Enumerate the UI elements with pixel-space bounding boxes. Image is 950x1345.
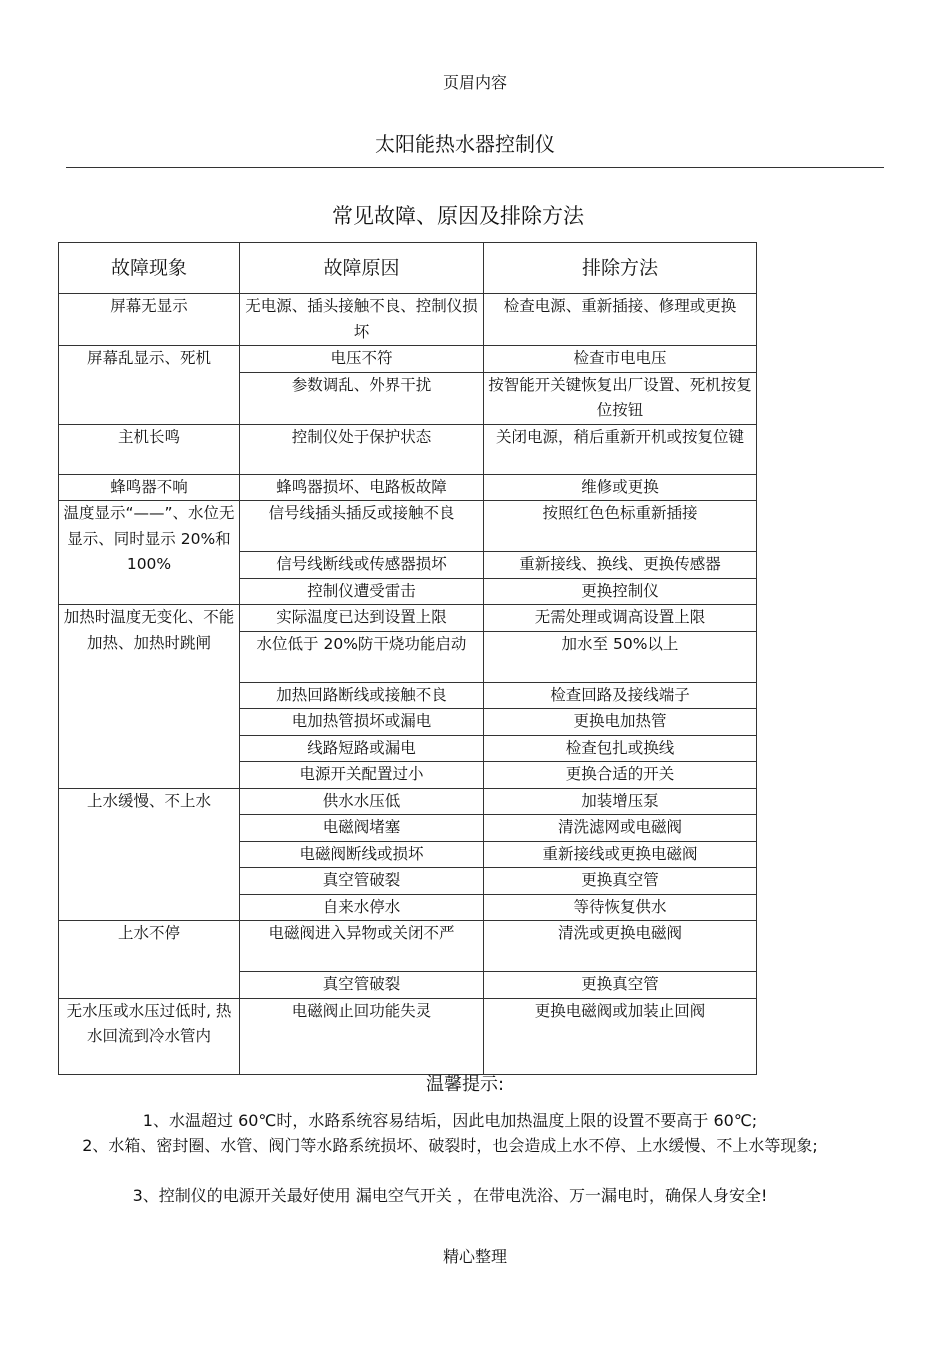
symptom-cell: 加热时温度无变化、不能加热、加热时跳闸 — [59, 605, 240, 789]
cause-cell: 控制仪处于保护状态 — [240, 424, 484, 474]
cause-cell: 蜂鸣器损坏、电路板故障 — [240, 474, 484, 501]
tip-item: 2、水箱、密封圈、水管、阀门等水路系统损坏、破裂时，也会造成上水不停、上水缓慢、不上水等现象; — [82, 1136, 818, 1155]
cause-cell: 信号线断线或传感器损坏 — [240, 552, 484, 579]
fix-cell: 更换电磁阀或加装止回阀 — [484, 998, 757, 1074]
cause-cell: 电磁阀堵塞 — [240, 815, 484, 842]
fix-cell: 更换合适的开关 — [484, 762, 757, 789]
fix-cell: 更换控制仪 — [484, 578, 757, 605]
page-footer: 精心整理 — [442, 1247, 507, 1266]
fix-cell: 维修或更换 — [484, 474, 757, 501]
tip-item: 1、水温超过 60℃时，水路系统容易结垢，因此电加热温度上限的设置不要高于 60℃; — [142, 1111, 758, 1130]
symptom-cell: 上水缓慢、不上水 — [59, 788, 240, 921]
fix-cell: 更换真空管 — [484, 868, 757, 895]
fix-cell: 按智能开关键恢复出厂设置、死机按复位按钮 — [484, 372, 757, 424]
fix-cell: 检查回路及接线端子 — [484, 682, 757, 709]
fix-cell: 关闭电源，稍后重新开机或按复位键 — [484, 424, 757, 474]
fix-cell: 重新接线、换线、更换传感器 — [484, 552, 757, 579]
symptom-cell: 无水压或水压过低时, 热水回流到冷水管内 — [59, 998, 240, 1074]
fix-cell: 无需处理或调高设置上限 — [484, 605, 757, 632]
cause-cell: 水位低于 20%防干烧功能启动 — [240, 631, 484, 682]
fix-cell: 检查电源、重新插接、修理或更换 — [484, 294, 757, 346]
symptom-cell: 蜂鸣器不响 — [59, 474, 240, 501]
table-row — [59, 501, 757, 552]
table-row — [59, 346, 757, 373]
symptom-cell: 屏幕乱显示、死机 — [59, 346, 240, 425]
cause-cell: 自来水停水 — [240, 894, 484, 921]
column-header-fix: 排除方法 — [484, 243, 757, 294]
cause-cell: 真空管破裂 — [240, 972, 484, 999]
table-row — [59, 921, 757, 972]
cause-cell: 无电源、插头接触不良、控制仪损坏 — [240, 294, 484, 346]
table-row — [59, 424, 757, 474]
table-row — [59, 294, 757, 346]
tip-item: 3、控制仪的电源开关最好使用 漏电空气开关 ，在带电洗浴、万一漏电时，确保人身安全! — [132, 1186, 768, 1205]
cause-cell: 供水水压低 — [240, 788, 484, 815]
column-header-symptom: 故障现象 — [59, 243, 240, 294]
title-divider — [66, 167, 884, 168]
cause-cell: 电磁阀进入异物或关闭不严 — [240, 921, 484, 972]
cause-cell: 电加热管损坏或漏电 — [240, 709, 484, 736]
fix-cell: 加装增压泵 — [484, 788, 757, 815]
cause-cell: 控制仪遭受雷击 — [240, 578, 484, 605]
fix-cell: 清洗或更换电磁阀 — [484, 921, 757, 972]
fix-cell: 加水至 50%以上 — [484, 631, 757, 682]
cause-cell: 信号线插头插反或接触不良 — [240, 501, 484, 552]
table-row — [59, 474, 757, 501]
document-title: 太阳能热水器控制仪 — [375, 132, 555, 156]
symptom-cell: 主机长鸣 — [59, 424, 240, 474]
fix-cell: 重新接线或更换电磁阀 — [484, 841, 757, 868]
fix-cell: 清洗滤网或电磁阀 — [484, 815, 757, 842]
cause-cell: 真空管破裂 — [240, 868, 484, 895]
fix-cell: 等待恢复供水 — [484, 894, 757, 921]
table-title: 常见故障、原因及排除方法 — [332, 204, 584, 228]
cause-cell: 线路短路或漏电 — [240, 735, 484, 762]
symptom-cell: 屏幕无显示 — [59, 294, 240, 346]
page-header: 页眉内容 — [442, 73, 507, 92]
column-header-cause: 故障原因 — [240, 243, 484, 294]
fix-cell: 检查包扎或换线 — [484, 735, 757, 762]
fix-cell: 按照红色色标重新插接 — [484, 501, 757, 552]
fault-table — [58, 242, 757, 1075]
table-row — [59, 605, 757, 632]
symptom-cell: 温度显示“——”、水位无显示、同时显示 20%和100% — [59, 501, 240, 605]
fix-cell: 更换电加热管 — [484, 709, 757, 736]
cause-cell: 电压不符 — [240, 346, 484, 373]
cause-cell: 加热回路断线或接触不良 — [240, 682, 484, 709]
tips-title: 温馨提示: — [425, 1074, 505, 1095]
cause-cell: 电磁阀止回功能失灵 — [240, 998, 484, 1074]
cause-cell: 电源开关配置过小 — [240, 762, 484, 789]
fix-cell: 更换真空管 — [484, 972, 757, 999]
table-row — [59, 998, 757, 1074]
table-header-row — [59, 243, 757, 294]
cause-cell: 参数调乱、外界干扰 — [240, 372, 484, 424]
fix-cell: 检查市电电压 — [484, 346, 757, 373]
cause-cell: 实际温度已达到设置上限 — [240, 605, 484, 632]
table-row — [59, 788, 757, 815]
cause-cell: 电磁阀断线或损坏 — [240, 841, 484, 868]
symptom-cell: 上水不停 — [59, 921, 240, 999]
